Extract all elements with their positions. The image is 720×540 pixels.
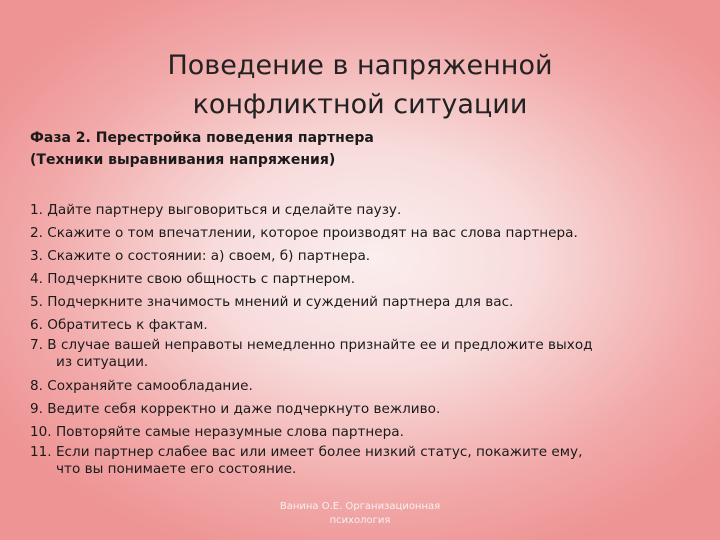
list-item	[30, 421, 700, 444]
list-item	[30, 398, 700, 421]
list-item	[30, 337, 700, 375]
list-item	[30, 375, 700, 398]
list-item-text: 7. В случае вашей неправоты немедленно признайте ее и предложите выход	[30, 337, 593, 353]
list-item-text: 9. Ведите себя корректно и даже подчеркнуто вежливо.	[30, 401, 441, 417]
techniques-list	[30, 199, 700, 482]
list-item	[30, 199, 700, 222]
list-item-text: 4. Подчеркните свою общность с партнером.	[30, 271, 356, 287]
list-item-text: 6. Обратитесь к фактам.	[30, 317, 208, 333]
list-item-continuation: что вы понимаете его состояние.	[56, 461, 297, 477]
list-item	[30, 444, 700, 482]
list-item	[30, 222, 700, 245]
title-line-1: Поведение в напряженной	[167, 50, 553, 82]
list-item-text: 10. Повторяйте самые неразумные слова партнера.	[30, 424, 404, 440]
list-item	[30, 314, 700, 337]
footer-line-1: Ванина О.Е. Организационная	[279, 501, 441, 512]
title-line-2: конфликтной ситуации	[192, 89, 528, 121]
list-item-text: 3. Скажите о состоянии: а) своем, б) партнера.	[30, 248, 371, 264]
list-item-continuation: из ситуации.	[56, 354, 149, 370]
phase-heading-line-2: (Техники выравнивания напряжения)	[30, 152, 336, 168]
list-item	[30, 268, 700, 291]
list-item	[30, 245, 700, 268]
list-item-text: 1. Дайте партнеру выговориться и сделайте паузу.	[30, 202, 402, 218]
list-item	[30, 291, 700, 314]
list-item-text: 2. Скажите о том впечатлении, которое производят на вас слова партнера.	[30, 225, 578, 241]
list-item-text: 11. Если партнер слабее вас или имеет более низкий статус, покажите ему,	[30, 444, 583, 460]
list-item-text: 5. Подчеркните значимость мнений и суждений партнера для вас.	[30, 294, 514, 310]
phase-heading	[30, 127, 690, 171]
list-item-text: 8. Сохраняйте самообладание.	[30, 378, 253, 394]
footer-line-2: психология	[329, 515, 391, 526]
phase-heading-line-1: Фаза 2. Перестройка поведения партнера	[30, 130, 374, 146]
slide-footer	[240, 500, 480, 528]
slide-title	[100, 46, 620, 124]
